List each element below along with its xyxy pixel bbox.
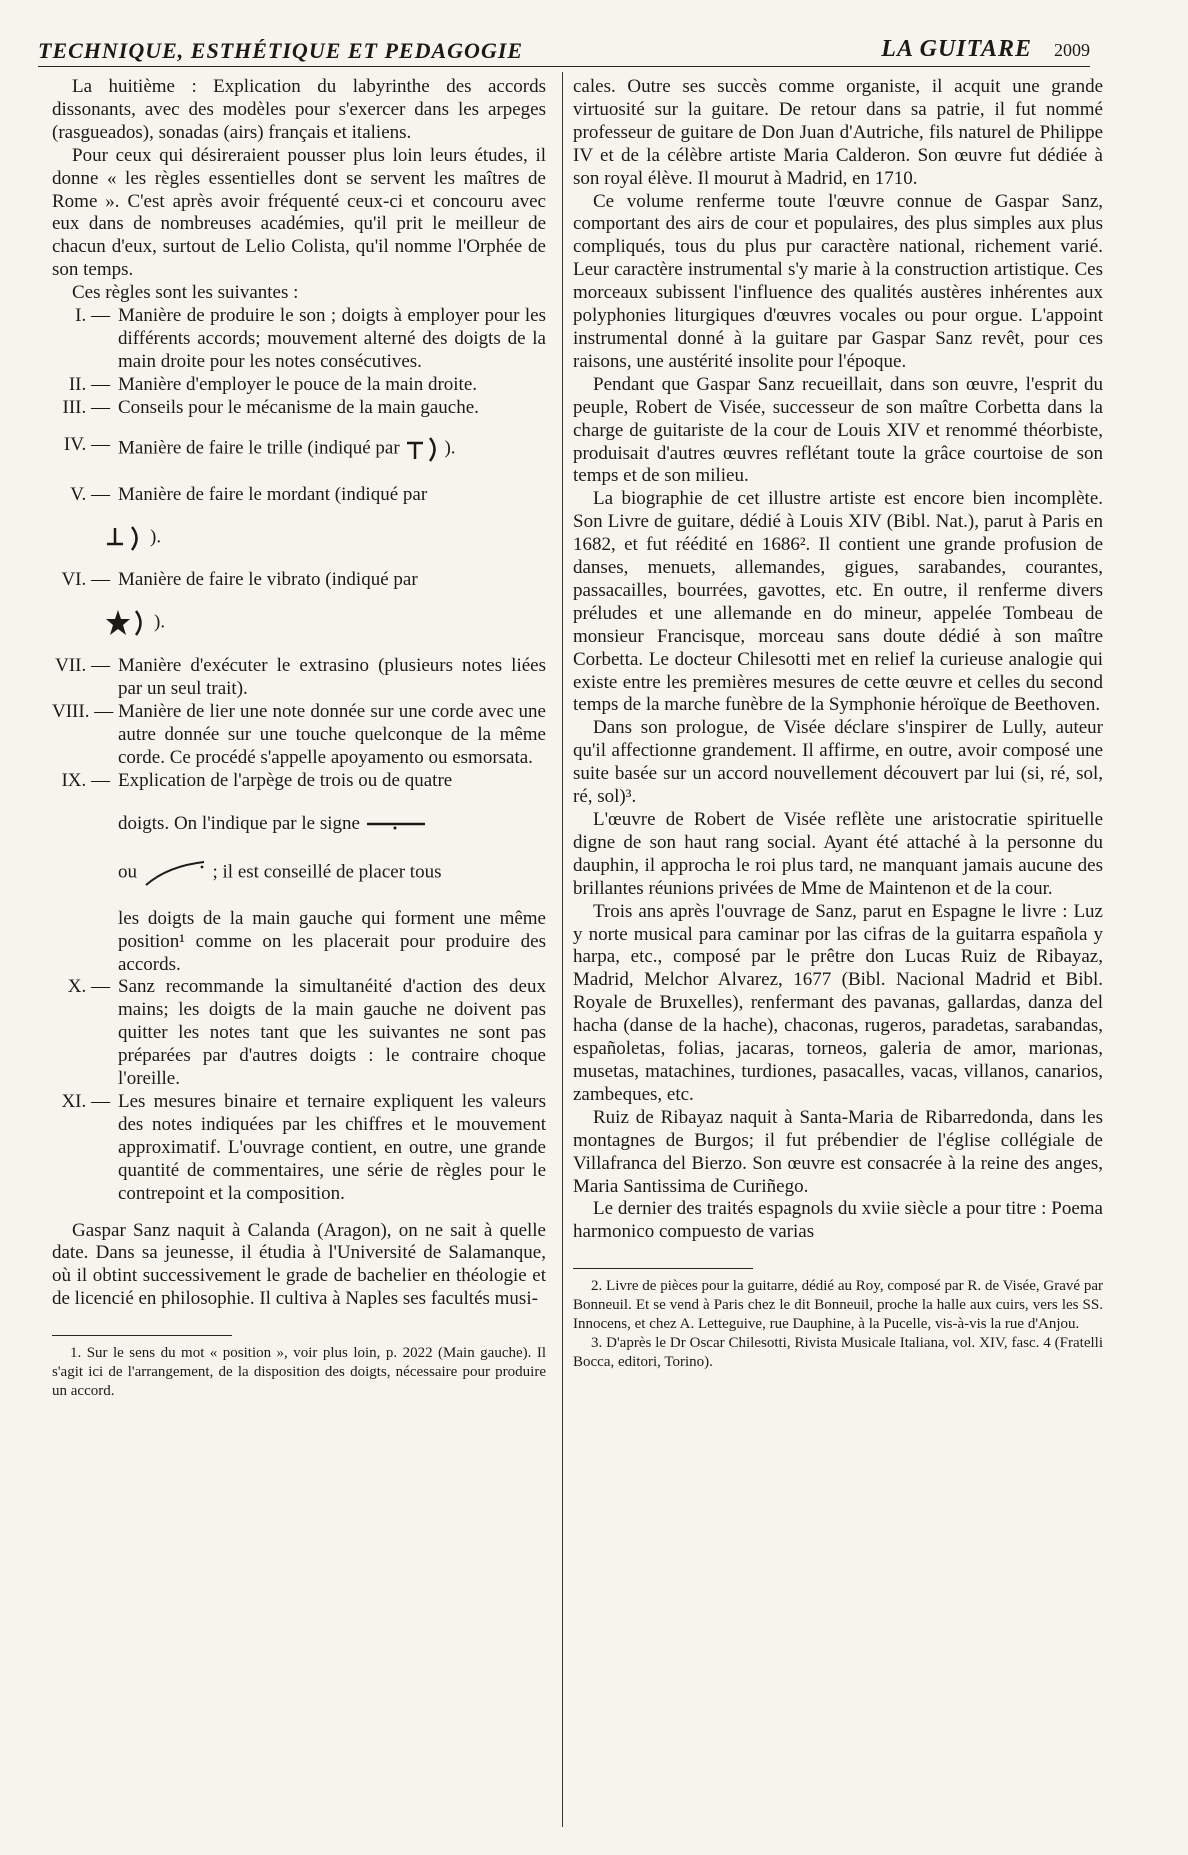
page-number: 2009 xyxy=(1054,40,1090,60)
closing-paren: ). xyxy=(444,436,456,458)
rule-item xyxy=(52,655,546,701)
left-column xyxy=(52,76,546,1401)
column-divider xyxy=(562,72,563,1827)
paragraph: L'œuvre de Robert de Visée reflète une aristocratie spirituelle digne de son haut rang social. Ayant été attaché à la personne du dauphin, il approcha le roi plus tard, ne manquant jamais aucune des brillantes réunions privées de Mme de Maintenon et de la cour. xyxy=(573,809,1103,899)
rule-item xyxy=(52,701,546,770)
rule-item xyxy=(52,770,546,977)
rule-number: VII. — xyxy=(55,655,110,677)
rule-item xyxy=(52,484,546,507)
rule-number: XI. — xyxy=(61,1091,110,1112)
rule-number: X. — xyxy=(67,976,110,998)
rule-text: Manière de faire le vibrato (indiqué par xyxy=(118,568,418,590)
rule-text: Manière de faire le trille (indiqué par xyxy=(118,436,400,458)
rule-number: VI. — xyxy=(61,568,110,590)
rule-item xyxy=(52,397,546,420)
rule-text: Manière de produire le son ; doigts à employer pour les différents accords; mouvement alterné des doigts de la main droite pour les notes consécutives. xyxy=(118,305,546,372)
trill-symbol-icon xyxy=(404,434,444,464)
rule-item xyxy=(52,569,546,592)
rule-text: les doigts de la main gauche qui forment une même position¹ comme on les placerait pour produire des accords. xyxy=(118,907,546,975)
arpeggio-dash-symbol-icon xyxy=(365,816,427,832)
arpeggio-slant-symbol-icon xyxy=(142,858,208,888)
paragraph: Le dernier des traités espagnols du xviie siècle a pour titre : Poema harmonico compuesto de varias xyxy=(573,1198,1103,1243)
footnote-rule xyxy=(52,1335,232,1336)
rule-text: Manière de faire le mordant (indiqué par xyxy=(118,483,428,505)
section-title: TECHNIQUE, ESTHÉTIQUE ET PEDAGOGIE xyxy=(38,38,524,63)
right-column xyxy=(573,76,1103,1372)
rule-item xyxy=(52,1091,546,1206)
paragraph: Pour ceux qui désireraient pousser plus loin leurs études, il donne « les règles essentielles dont se servent les maîtres de Rome ». C'est après avoir fréquenté ceux-ci et concouru avec eux dans de nombreuses académies, qu'il prit le meilleur de chacun d'eux, surtout de Lelio Colista, qu'il nomme l'Orphée de son temps. xyxy=(52,144,546,281)
book-title: LA GUITARE xyxy=(881,36,1032,62)
rule-item xyxy=(52,374,546,397)
paragraph: La biographie de cet illustre artiste est encore bien incomplète. Son Livre de guitare, dédié à Louis XIV (Bibl. Nat.), parut à Paris en 1682, et fut réédité en 1686². Il contient une grande profusion de danses, menuets, allemandes, gigues, sarabandes, courantes, passacailles, bourrées, gavottes, etc. En outre, il renferme divers préludes et une allemande en do mineur, appelée Tombeau de monsieur Francisque, morceau sans doute dédié à son maître Corbetta. Le docteur Chilesotti met en relief la curieuse analogie qui existe entre les premières mesures de cette œuvre et celles du second temps de la marche funèbre de la Symphonie héroïque de Beethoven. xyxy=(573,488,1103,716)
paragraph: Gaspar Sanz naquit à Calanda (Aragon), on ne sait à quelle date. Dans sa jeunesse, il étudia à l'Université de Salamanque, où il obtint successivement le grade de bachelier en théologie et de licencié en philosophie. Il cultiva à Naples ses facultés musi- xyxy=(52,1219,546,1310)
rule-text: Explication de l'arpège de trois ou de quatre xyxy=(118,769,453,791)
running-header xyxy=(38,32,1090,67)
rule-text: Conseils pour le mécanisme de la main gauche. xyxy=(118,396,479,418)
mordent-symbol-icon xyxy=(106,523,150,553)
vibrato-star-symbol-icon xyxy=(106,607,154,639)
rule-number: VIII. — xyxy=(52,701,114,723)
paragraph: Ce volume renferme toute l'œuvre connue de Gaspar Sanz, comportant des airs de cour et populaires, des plus simples aux plus compliqués, tous du plus pur caractère national, richement varié. Leur caractère instrumental s'y marie à la construction artistique. Ces morceaux subissent l'influence des qualités austères inhérentes aux polyphonies liturgiques d'œuvres vocales ou pour orgue. L'appoint instrumental donné à la guitare par Gaspar Sanz revêt, pour ces raisons, une austérité insolite pour l'époque. xyxy=(573,190,1103,372)
rule-number: III. — xyxy=(62,396,110,418)
paragraph: cales. Outre ses succès comme organiste, il acquit une grande virtuosité sur la guitare. De retour dans sa patrie, il fut nommé professeur de guitare de Don Juan d'Autriche, fils naturel de Philippe IV et de la célèbre artiste Maria Calderon. Son œuvre fut dédiée à son royal élève. Il mourut à Madrid, en 1710. xyxy=(573,76,1103,189)
rule-number: I. — xyxy=(75,305,110,327)
paragraph: Pendant que Gaspar Sanz recueillait, dans son œuvre, l'esprit du peuple, Robert de Visée, successeur de son maître Corbetta dans la charge de guitariste de la cour de Louis XIV et renommé théorbiste, produisait d'autres œuvres reflétant toute la grâce courtoise de son temps et de son milieu. xyxy=(573,373,1103,487)
rule-number: IX. — xyxy=(61,769,110,791)
footnote: 2. Livre de pièces pour la guitarre, dédié au Roy, composé par R. de Visée, Gravé par Bonneuil. Et se vend à Paris chez le dit Bonneuil, proche la halle aux cuirs, vers les SS. Innocens, et chez A. Letteguive, rue Dauphine, à la Pucelle, vis-à-vis la rue d'Anjou. xyxy=(573,1278,1103,1333)
rule-text: Manière d'exécuter le extrasino (plusieurs notes liées par un seul trait). xyxy=(118,655,546,700)
rule-text: ; il est conseillé de placer tous xyxy=(212,861,442,883)
paragraph: La huitième : Explication du labyrinthe des accords dissonants, avec des modèles pour s'exercer dans les arpeges (rasgueados), sonadas (airs) français et italiens. xyxy=(52,76,546,143)
rule-text: doigts. On l'indique par le signe xyxy=(118,812,360,834)
closing-paren: ). xyxy=(150,525,162,547)
rule-text: Manière d'employer le pouce de la main droite. xyxy=(118,373,478,395)
rule-number: V. — xyxy=(70,483,110,505)
paragraph: Ces règles sont les suivantes : xyxy=(72,282,299,304)
rule-item xyxy=(52,976,546,1091)
footnote: 3. D'après le Dr Oscar Chilesotti, Rivista Musicale Italiana, vol. XIV, fasc. 4 (Fratelli Bocca, editori, Torino). xyxy=(573,1335,1103,1371)
rule-text: Manière de lier une note donnée sur une corde avec une autre donnée sur une touche quelconque de la même corde. Ce procédé s'appelle apoyamento ou esmorsata. xyxy=(118,701,546,769)
rule-number: II. — xyxy=(68,373,110,395)
footnote: 1. Sur le sens du mot « position », voir plus loin, p. 2022 (Main gauche). Il s'agit ici de l'arrangement, de la disposition des doigts, nécessaire pour produire un accord. xyxy=(52,1345,546,1400)
paragraph: Ruiz de Ribayaz naquit à Santa-Maria de Ribarredonda, dans les montagnes de Burgos; il fut prébendier de l'église collégiale de Villafranca del Bierzo. Son œuvre est consacrée à la reine des anges, Maria Santissima de Curiñego. xyxy=(573,1106,1103,1197)
rule-item xyxy=(52,434,546,464)
rule-text: Les mesures binaire et ternaire expliquent les valeurs des notes indiquées par les chiffres et le mouvement approximatif. L'ouvrage contient, en outre, une grande quantité de commentaires, une série de règles pour le contrepoint et la composition. xyxy=(118,1091,546,1204)
rule-number: IV. — xyxy=(63,433,110,455)
footnote-rule xyxy=(573,1268,753,1269)
paragraph: Dans son prologue, de Visée déclare s'inspirer de Lully, auteur qu'il affectionne grandement. Il affirme, en outre, avoir composé une suite basée sur un accord nouvellement découvert par lui (si, ré, sol, ré, sol)³. xyxy=(573,717,1103,808)
paragraph: Trois ans après l'ouvrage de Sanz, parut en Espagne le livre : Luz y norte musical para caminar por las cifras de la guitarra española y harpa, etc., composé par le prêtre don Lucas Ruiz de Ribayaz, Madrid, Melchor Alvarez, 1677 (Bibl. Nacional Madrid et Bibl. Royale de Bruxelles), renfermant des pavanas, gallardas, danza del hacha (danse de la hache), chaconas, rugeros, paradetas, sarabandas, españoletas, folias, jacaras, torneos, galeria de amor, marionas, musetas, matachines, turdiones, pasacalles, vacas, villanos, canarios, zambeques, etc. xyxy=(573,900,1103,1105)
rule-text: ou xyxy=(118,861,137,883)
closing-paren: ). xyxy=(154,611,166,633)
rule-text: Sanz recommande la simultanéité d'action des deux mains; les doigts de la main gauche ne doivent pas quitter les notes tant que les suivantes ne sont pas préparées par d'autres doigts : le contraire choque l'oreille. xyxy=(118,976,546,1090)
rule-item xyxy=(52,305,546,374)
